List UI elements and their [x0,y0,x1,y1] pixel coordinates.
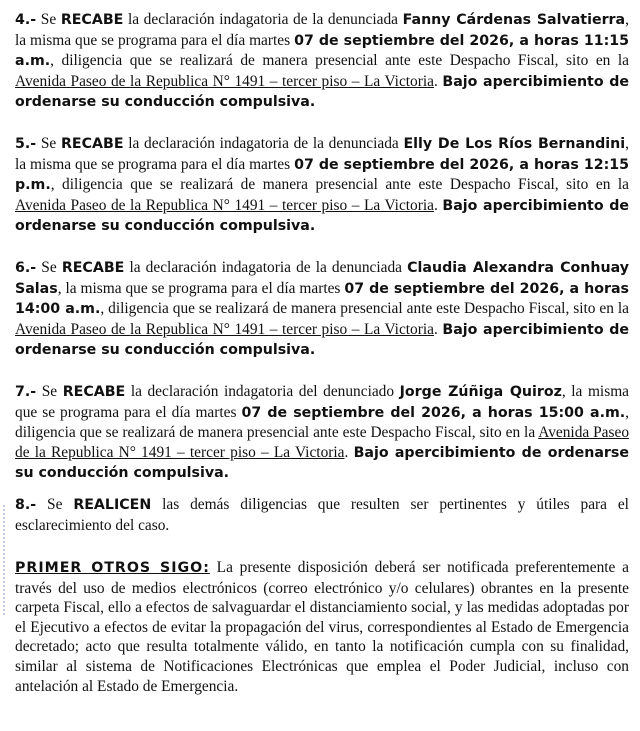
item-6-datetime: 07 de septiembre del 2026, a horas 14:00 a.m. [15,280,629,318]
item-7-paragraph: 7.- Se RECABE la declaración indagatoria del denunciado Jorge Zúñiga Quiroz, la misma que se programa para el día martes 07 de septiembre del 2026, a horas 15:00 a.m., diligencia que se realizará de manera presencial ante este Despacho Fiscal, sito en la Avenida Paseo de la Republica N° 1491 – tercer piso – La Victoria. Bajo apercibimiento de ordenarse su conducción compulsiva. [15,383,630,482]
item-5-number: 5.- [15,136,37,152]
item-7-address: Avenida Paseo de la Republica N° 1491 – tercer piso – La Victoria [15,424,630,461]
item-8-verb: REALICEN [73,497,152,513]
item-8-number: 8.- [15,497,37,513]
item-6-address: Avenida Paseo de la Republica N° 1491 – tercer piso – La Victoria [15,320,434,338]
item-5-warning: Bajo apercibimiento de ordenarse su conducción compulsiva. [15,197,629,235]
item-4-datetime: 07 de septiembre del 2026, a horas 11:15 a.m. [15,32,629,70]
item-4-address: Avenida Paseo de la Republica N° 1491 – tercer piso – La Victoria [15,72,434,90]
item-4-warning: Bajo apercibimiento de ordenarse su conducción compulsiva. [15,73,629,111]
item-8-paragraph: 8.- Se REALICEN las demás diligencias que resulten ser pertinentes y útiles para el esclarecimiento del caso. [15,496,629,534]
item-6-number: 6.- [15,260,37,276]
item-6-paragraph: 6.- Se RECABE la declaración indagatoria de la denunciada Claudia Alexandra Conhuay Salas, la misma que se programa para el día martes 07 de septiembre del 2026, a horas 14:00 a.m., diligencia que se realizará de manera presencial ante este Despacho Fiscal, sito en la Avenida Paseo de la Republica N° 1491 – tercer piso – La Victoria. Bajo apercibimiento de ordenarse su conducción compulsiva. [15,259,629,359]
item-5-paragraph: 5.- Se RECABE la declaración indagatoria de la denunciada Elly De Los Ríos Bernandini, la misma que se programa para el día martes 07 de septiembre del 2026, a horas 12:15 p.m., diligencia que se realizará de manera presencial ante este Despacho Fiscal, sito en la Avenida Paseo de la Republica N° 1491 – tercer piso – La Victoria. Bajo apercibimiento de ordenarse su conducción compulsiva. [15,135,629,235]
item-7-warning: Bajo apercibimiento de ordenarse su conducción compulsiva. [15,444,629,482]
item-5-datetime: 07 de septiembre del 2026, a horas 12:15 p.m. [15,156,629,194]
side-stamp [0,505,8,615]
otrosi-heading: PRIMER OTROS SIGO: [15,560,210,576]
item-7-datetime: 07 de septiembre del 2026, a horas 15:00 a.m. [241,404,626,421]
item-5-address: Avenida Paseo de la Republica N° 1491 – tercer piso – La Victoria [15,196,434,214]
item-7-person: Jorge Zúñiga Quiroz [399,384,562,400]
item-7-verb: RECABE [62,384,126,400]
item-5-verb: RECABE [61,136,124,152]
item-6-warning: Bajo apercibimiento de ordenarse su conducción compulsiva. [15,321,629,359]
otrosi-text: La presente disposición deberá ser notificada preferentemente a través del uso de medios electrónicos (correo electrónico y/o celulares) obrantes en la presente carpeta Fiscal, ello a efectos de salvaguardar el distanciamiento social, y las medidas adoptadas por el Ejecutivo a efectos de evitar la propagación del virus, correspondientes al Estado de Emergencia decretado; acto que resulta totalmente válido, en tanto la notificación cumpla con su finalidad, similar al sistema de Notificaciones Electrónicas que emplea el Poder Judicial, incluso con antelación al Estado de Emergencia. [15,559,629,695]
otrosi-paragraph [15,558,629,696]
item-4-person: Fanny Cárdenas Salvatierra [402,12,626,28]
item-5-person: Elly De Los Ríos Bernandini [403,136,626,152]
item-6-person: Claudia Alexandra Conhuay Salas [15,260,629,297]
item-4-verb: RECABE [60,12,124,28]
item-4-number: 4.- [15,12,37,28]
item-6-verb: RECABE [61,260,125,276]
item-4-paragraph: 4.- Se RECABE la declaración indagatoria de la denunciada Fanny Cárdenas Salvatierra, la misma que se programa para el día martes 07 de septiembre del 2026, a horas 11:15 a.m., diligencia que se realizará de manera presencial ante este Despacho Fiscal, sito en la Avenida Paseo de la Republica N° 1491 – tercer piso – La Victoria. Bajo apercibimiento de ordenarse su conducción compulsiva. [15,11,629,111]
item-7-number: 7.- [15,384,37,400]
side-stamp-mark [0,505,8,615]
